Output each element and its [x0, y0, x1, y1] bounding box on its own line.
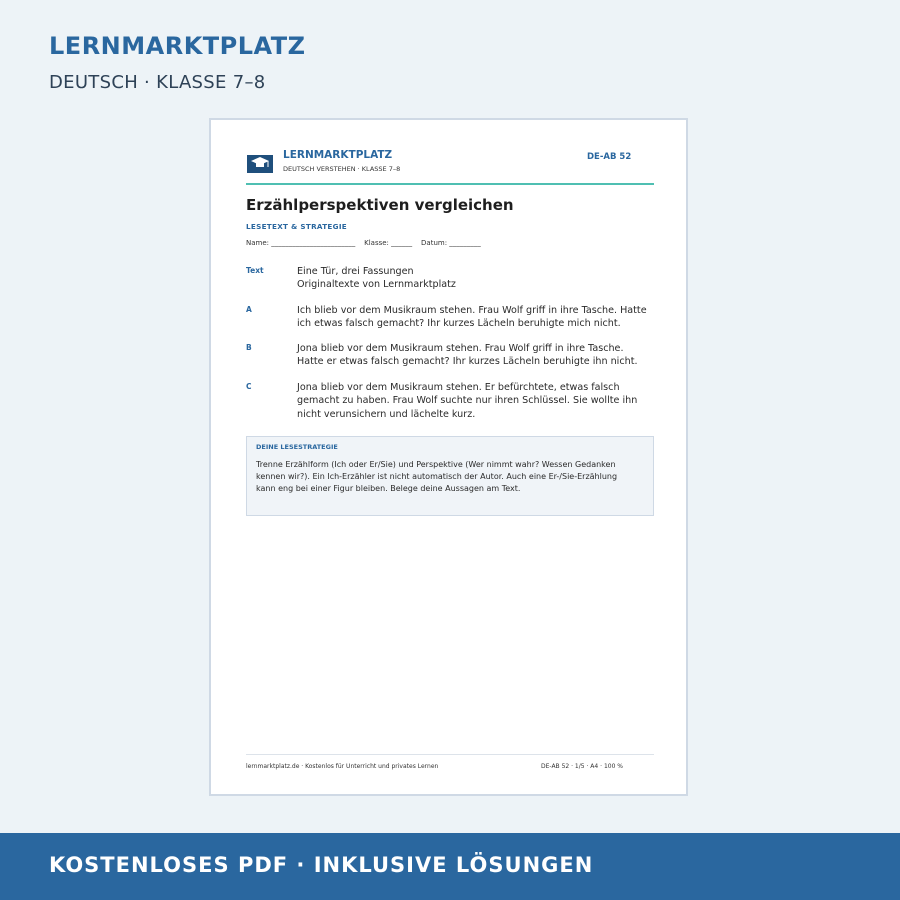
header-rule [246, 183, 654, 185]
banner-text: KOSTENLOSES PDF · INKLUSIVE LÖSUNGEN [49, 853, 594, 877]
worksheet-preview[interactable] [209, 118, 688, 796]
sheet-kicker: LESETEXT & STRATEGIE [246, 222, 348, 231]
page-subtitle: DEUTSCH · KLASSE 7–8 [49, 72, 266, 93]
row-label-text: Text [246, 266, 264, 275]
row-text-intro: Eine Tür, drei Fassungen Originaltexte von Lernmarktplatz [297, 266, 456, 291]
sheet-brand-subtitle: DEUTSCH VERSTEHEN · KLASSE 7–8 [283, 165, 401, 173]
footer-rule [246, 754, 654, 755]
sheet-code: DE-AB 52 [587, 152, 632, 162]
row-text-b: Jona blieb vor dem Musikraum stehen. Frau Wolf griff in ihre Tasche. Hatte er etwas falsch gemacht? Ihr kurzes Lächeln beruhigte ihn nicht. [297, 343, 638, 368]
strategy-heading: DEINE LESESTRATEGIE [256, 443, 338, 451]
footer-right-text: DE-AB 52 · 1/5 · A4 · 100 % [541, 763, 624, 770]
graduation-cap-book-icon [247, 151, 273, 173]
name-class-date-line: Name: ________________________ Klasse: ______ Datum: _________ [246, 239, 481, 247]
row-label-c: C [246, 382, 252, 391]
row-text-a: Ich blieb vor dem Musikraum stehen. Frau Wolf griff in ihre Tasche. Hatte ich etwas falsch gemacht? Ihr kurzes Lächeln beruhigte mich nicht. [297, 305, 647, 330]
reading-strategy-box [246, 436, 654, 516]
strategy-text: Trenne Erzählform (Ich oder Er/Sie) und Perspektive (Wer nimmt wahr? Wessen Gedanken kennen wir?). Ein Ich-Erzähler ist nicht automatisch der Autor. Auch eine Er-/Sie-Erzählung kann eng bei einer Figur bleiben. Belege deine Aussagen am Text. [256, 460, 618, 494]
footer-left-text: lernmarktplatz.de · Kostenlos für Unterricht und privates Lernen [246, 763, 439, 770]
row-text-c: Jona blieb vor dem Musikraum stehen. Er befürchtete, etwas falsch gemacht zu haben. Frau Wolf suchte nur ihren Schlüssel. Sie wollte ihn nicht verunsichern und lächelte kurz. [297, 382, 638, 420]
row-label-a: A [246, 305, 252, 314]
bottom-banner [0, 833, 900, 900]
sheet-brand: LERNMARKTPLATZ [283, 149, 393, 161]
row-label-b: B [246, 343, 252, 352]
sheet-title: Erzählperspektiven vergleichen [246, 196, 514, 214]
page-brand-title: LERNMARKTPLATZ [49, 32, 306, 60]
